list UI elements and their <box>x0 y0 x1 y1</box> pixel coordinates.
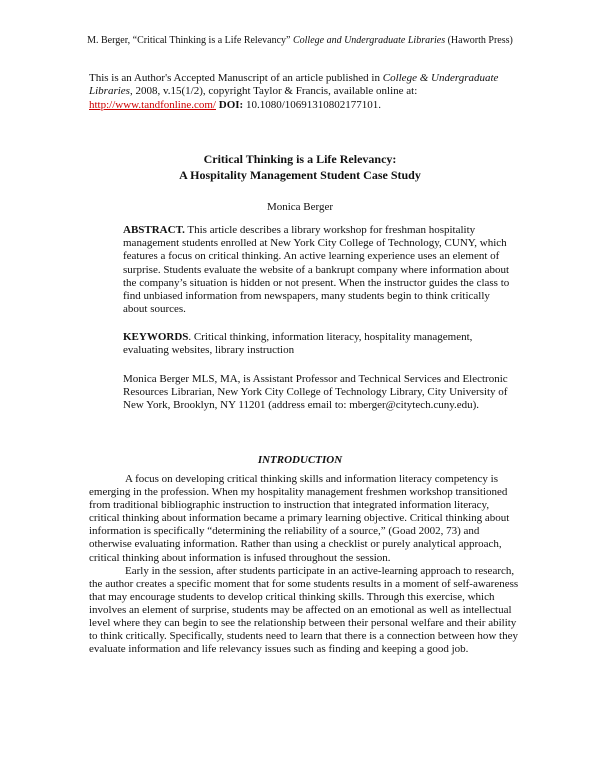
notice-text-2: , 2008, v.15(1/2), copyright Taylor & Francis, available online at: <box>129 85 418 98</box>
article-title <box>0 151 600 183</box>
abstract-label: ABSTRACT. <box>123 224 185 236</box>
paragraph: A focus on developing critical thinking skills and information literacy competency is emerging in the profession. When my hospitality management freshmen workshop transitioned from traditional bibliographic instruction to instruction that integrated information literacy, critical thinking about information became a primary learning objective. Critical thinking about information is specifically “determining the reliability of a source,” (Goad 2002, 73) and otherwise evaluating information. Rather than using a checklist or purely analytical approach, critical thinking about information is infused throughout the session. <box>89 473 510 564</box>
keywords <box>123 331 513 357</box>
author-name: Monica Berger <box>266 201 334 213</box>
running-header-author: M. Berger, “Critical Thinking is a Life Relevancy” <box>87 35 293 46</box>
doi-label: DOI: <box>216 98 244 111</box>
keywords-label: KEYWORDS <box>123 331 189 343</box>
running-header-journal: College and Undergraduate Libraries <box>292 35 446 46</box>
tandfonline-link[interactable]: http://www.tandfonline.com/ <box>89 98 216 111</box>
paragraph: Early in the session, after students participate in an active-learning approach to research, the author creates a specific moment that for some students results in a moment of self-awareness that may encourage students to develop critical thinking skills. Through this exercise, which involves an element of surprise, students may be affected on an emotional as well as intellectual level where they can begin to see the relationship between their personal welfare and their ability to think critically. Specifically, students need to learn that there is a connection between how they evaluate information and life relevancy issues such as finding and keeping a good job. <box>89 564 519 656</box>
notice-journal: College & Undergraduate Libraries <box>89 72 499 98</box>
notice-text-1: This is an Author's Accepted Manuscript of an article published in <box>89 72 383 84</box>
running-header <box>0 35 600 47</box>
article-title-line-2: A Hospitality Management Student Case Study <box>179 168 421 182</box>
manuscript-notice <box>89 72 529 112</box>
keywords-text: . Critical thinking, information literacy, hospitality management, evaluating websites, library instruction <box>123 331 473 357</box>
article-title-line-1: Critical Thinking is a Life Relevancy: <box>203 152 397 166</box>
running-header-publisher: (Haworth Press) <box>445 35 513 46</box>
abstract-text: This article describes a library workshop for freshman hospitality management students enrolled at New York City College of Technology, CUNY, which features a focus on critical thinking. An active learning experience uses an element of surprise. Students evaluate the website of a bankrupt company where information about the company’s situation is hidden or not present. When the instructor guides the class to find unbiased information from newspapers, many students begin to think critically about sources. <box>123 224 510 316</box>
introduction-heading: INTRODUCTION <box>257 454 343 466</box>
doi-value: 10.1080/10691310802177101. <box>243 98 382 111</box>
abstract <box>123 224 513 316</box>
introduction-body <box>89 473 520 656</box>
author-bio: Monica Berger MLS, MA, is Assistant Professor and Technical Services and Electronic Resources Librarian, New York City College of Technology Library, City University of New York, Brooklyn, NY 11201 (address email to: mberger@citytech.cuny.edu). <box>123 373 508 412</box>
